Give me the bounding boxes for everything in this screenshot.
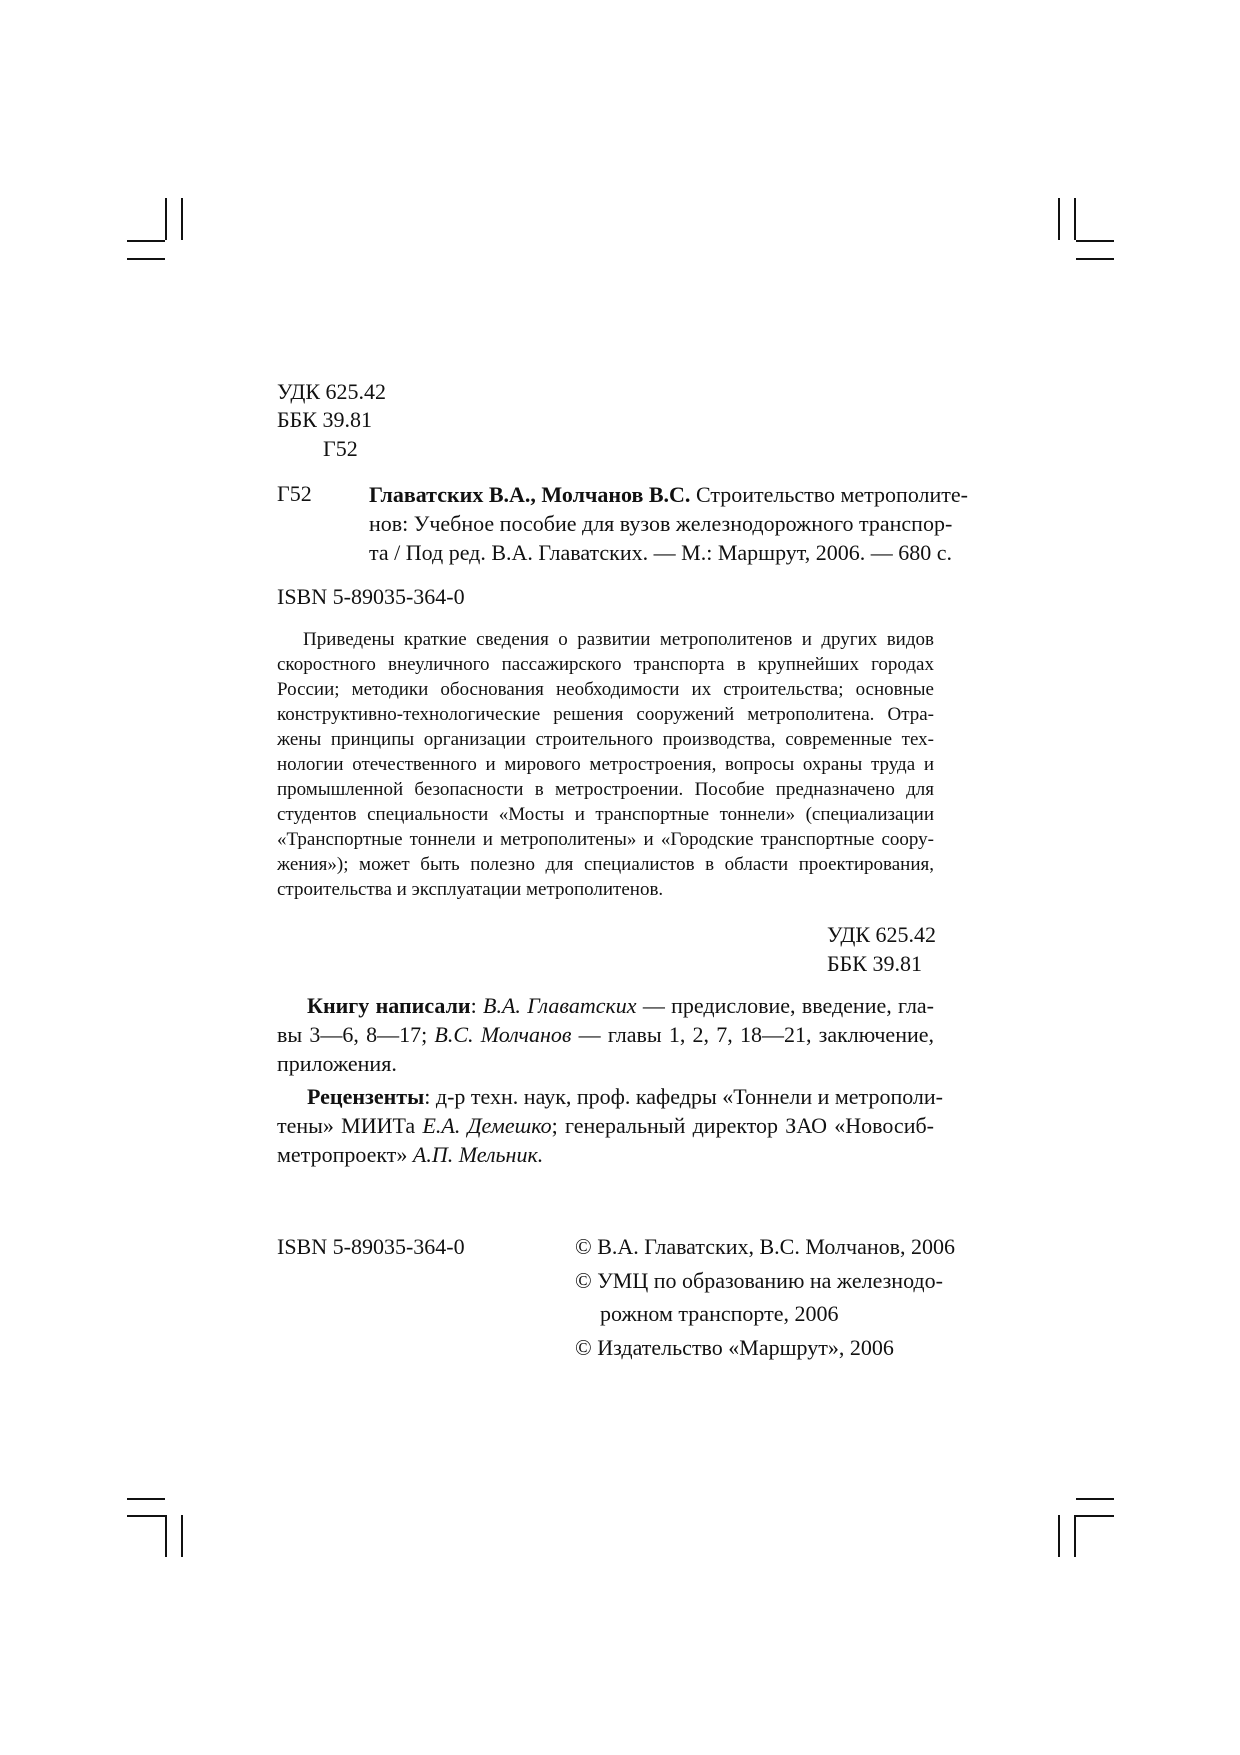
udk-code-bottom: УДК 625.42 <box>827 922 937 947</box>
authors-label: Книгу написали <box>307 993 471 1018</box>
crop-mark-top-left-h <box>127 240 165 242</box>
reviewers-line-1: Рецензенты: д-р техн. наук, проф. кафедры «Тоннели и метрополи- <box>307 1084 944 1109</box>
authors-note-line-2: вы 3—6, 8—17; В.С. Молчанов — главы 1, 2, 7, 18—21, заключение, <box>277 1022 935 1047</box>
isbn-bottom: ISBN 5-89035-364-0 <box>277 1234 465 1259</box>
biblio-line-1: Главатских В.А., Молчанов В.С. Строительство метрополите- <box>369 482 968 507</box>
crop-mark-bottom-left-h2 <box>127 1498 165 1500</box>
crop-mark-bottom-right-v1 <box>1058 1515 1060 1557</box>
reviewer-1: Е.А. Демешко <box>422 1113 552 1138</box>
crop-mark-bottom-right-h2 <box>1076 1498 1114 1500</box>
crop-mark-top-right-h <box>1076 240 1114 242</box>
biblio-line-2: нов: Учебное пособие для вузов железнодорожного транспор- <box>369 511 953 536</box>
biblio-line-3: та / Под ред. В.А. Главатских. — М.: Маршрут, 2006. — 680 с. <box>369 540 953 565</box>
author-2: В.С. Молчанов <box>434 1022 572 1047</box>
crop-mark-top-right-h2 <box>1076 258 1114 260</box>
reviewer-2: А.П. Мельник. <box>412 1142 544 1167</box>
crop-mark-bottom-left-v2 <box>181 1515 183 1557</box>
abstract-line: России; методики обоснования необходимости их строительства; основные <box>277 679 934 700</box>
abstract-line: скоростного внеуличного пассажирского транспорта в крупнейших городах <box>277 654 934 675</box>
crop-mark-bottom-right-v2 <box>1074 1515 1076 1557</box>
abstract-line: нологии отечественного и мирового метростроения, вопросы охраны труда и <box>277 754 934 775</box>
crop-mark-bottom-left-v1 <box>165 1515 167 1557</box>
abstract-line: «Транспортные тоннели и метрополитены» и «Городские транспортные соору- <box>277 829 934 850</box>
copyright-line-2b: рожном транспорте, 2006 <box>600 1301 839 1326</box>
author-mark: Г52 <box>323 436 358 461</box>
abstract-line: Приведены краткие сведения о развитии метрополитенов и других видов <box>303 629 934 650</box>
abstract-line: строительства и эксплуатации метрополитенов. <box>277 879 664 900</box>
bbk-code: ББК 39.81 <box>277 407 372 432</box>
biblio-authors: Главатских В.А., Молчанов В.С. <box>369 482 691 507</box>
copyright-line-1: © В.А. Главатских, В.С. Молчанов, 2006 <box>575 1234 956 1259</box>
abstract-line: жены принципы организации строительного производства, современные тех- <box>277 729 934 750</box>
crop-mark-bottom-left-h <box>127 1515 165 1517</box>
copyright-line-2a: © УМЦ по образованию на железнодо- <box>575 1268 943 1293</box>
crop-mark-top-left-h2 <box>127 258 165 260</box>
crop-mark-top-left-v1 <box>165 198 167 240</box>
abstract-line: жения»); может быть полезно для специалистов в области проектирования, <box>277 854 934 875</box>
authors-note-line-3: приложения. <box>277 1051 397 1076</box>
bbk-code-bottom: ББК 39.81 <box>827 951 922 976</box>
isbn-top: ISBN 5-89035-364-0 <box>277 584 465 609</box>
abstract-line: конструктивно-технологические решения сооружений метрополитена. Отра- <box>277 704 934 725</box>
reviewers-line-3: метропроект» А.П. Мельник. <box>277 1142 544 1167</box>
biblio-mark: Г52 <box>277 481 312 506</box>
reviewers-line-2: тены» МИИТа Е.А. Демешко; генеральный директор ЗАО «Новосиб- <box>277 1113 934 1138</box>
abstract-line: промышленной безопасности в метростроении. Пособие предназначено для <box>277 779 934 800</box>
crop-mark-top-right-v1 <box>1058 198 1060 240</box>
copyright-line-3: © Издательство «Маршрут», 2006 <box>575 1335 894 1360</box>
authors-note-line-1: Книгу написали: В.А. Главатских — предисловие, введение, гла- <box>307 993 935 1018</box>
crop-mark-top-right-v2 <box>1074 198 1076 240</box>
author-1: В.А. Главатских <box>483 993 637 1018</box>
udk-code: УДК 625.42 <box>277 379 387 404</box>
reviewers-label: Рецензенты <box>307 1084 425 1109</box>
crop-mark-top-left-v2 <box>181 198 183 240</box>
crop-mark-bottom-right-h <box>1076 1515 1114 1517</box>
abstract-line: студентов специальности «Мосты и транспортные тоннели» (специализации <box>277 804 934 825</box>
